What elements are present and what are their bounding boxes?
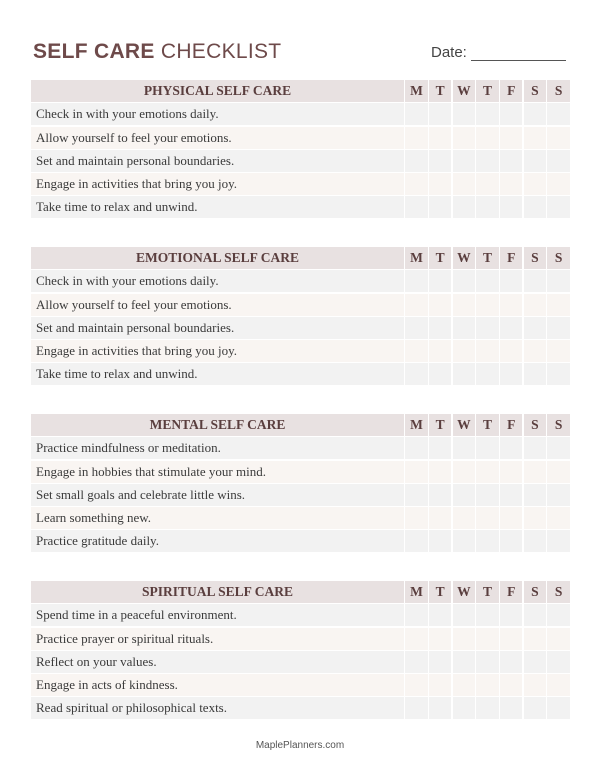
table-row xyxy=(31,270,569,292)
day-checkbox[interactable] xyxy=(429,196,451,218)
day-checkbox[interactable] xyxy=(476,127,498,149)
title-bold: SELF CARE xyxy=(33,40,155,63)
day-checkbox[interactable] xyxy=(476,363,498,385)
day-header: S xyxy=(524,581,546,603)
day-checkbox[interactable] xyxy=(524,363,546,385)
day-checkbox[interactable] xyxy=(429,363,451,385)
day-checkbox[interactable] xyxy=(524,340,546,362)
day-checkbox[interactable] xyxy=(453,530,475,552)
task-label: Engage in activities that bring you joy. xyxy=(31,340,404,362)
day-checkbox[interactable] xyxy=(524,437,546,459)
day-checkbox[interactable] xyxy=(405,461,427,483)
day-checkbox[interactable] xyxy=(547,317,569,339)
day-checkbox[interactable] xyxy=(405,363,427,385)
task-label: Reflect on your values. xyxy=(31,651,404,673)
day-checkbox[interactable] xyxy=(476,270,498,292)
day-checkbox[interactable] xyxy=(405,697,427,719)
task-label: Set small goals and celebrate little wins. xyxy=(31,484,404,506)
day-checkbox[interactable] xyxy=(547,437,569,459)
table-row xyxy=(31,628,569,650)
task-label: Practice prayer or spiritual rituals. xyxy=(31,628,404,650)
task-label: Set and maintain personal boundaries. xyxy=(31,317,404,339)
day-checkbox[interactable] xyxy=(405,173,427,195)
day-checkbox[interactable] xyxy=(524,507,546,529)
table-row xyxy=(31,294,569,316)
day-checkbox[interactable] xyxy=(547,651,569,673)
day-checkbox[interactable] xyxy=(453,674,475,696)
day-checkbox[interactable] xyxy=(500,340,522,362)
day-checkbox[interactable] xyxy=(500,484,522,506)
day-checkbox[interactable] xyxy=(524,103,546,125)
day-checkbox[interactable] xyxy=(405,150,427,172)
day-checkbox[interactable] xyxy=(405,437,427,459)
day-checkbox[interactable] xyxy=(405,530,427,552)
day-checkbox[interactable] xyxy=(547,196,569,218)
day-checkbox[interactable] xyxy=(547,150,569,172)
day-checkbox[interactable] xyxy=(547,628,569,650)
day-checkbox[interactable] xyxy=(500,507,522,529)
day-checkbox[interactable] xyxy=(429,294,451,316)
section-heading: SPIRITUAL SELF CARE xyxy=(31,581,404,603)
day-header: T xyxy=(429,581,451,603)
day-checkbox[interactable] xyxy=(405,674,427,696)
day-checkbox[interactable] xyxy=(547,340,569,362)
day-checkbox[interactable] xyxy=(476,437,498,459)
day-checkbox[interactable] xyxy=(405,604,427,626)
date-line[interactable] xyxy=(471,46,566,61)
day-checkbox[interactable] xyxy=(524,651,546,673)
task-label: Practice gratitude daily. xyxy=(31,530,404,552)
table-row xyxy=(31,150,569,172)
day-checkbox[interactable] xyxy=(453,173,475,195)
day-checkbox[interactable] xyxy=(429,651,451,673)
day-checkbox[interactable] xyxy=(429,173,451,195)
day-checkbox[interactable] xyxy=(453,628,475,650)
section-header xyxy=(31,247,569,269)
day-checkbox[interactable] xyxy=(500,317,522,339)
day-checkbox[interactable] xyxy=(500,173,522,195)
day-header: S xyxy=(524,247,546,269)
page-title xyxy=(33,40,281,64)
day-header: T xyxy=(476,414,498,436)
day-checkbox[interactable] xyxy=(547,270,569,292)
day-checkbox[interactable] xyxy=(547,507,569,529)
table-row xyxy=(31,507,569,529)
task-label: Allow yourself to feel your emotions. xyxy=(31,294,404,316)
day-checkbox[interactable] xyxy=(405,294,427,316)
day-checkbox[interactable] xyxy=(453,697,475,719)
day-checkbox[interactable] xyxy=(500,363,522,385)
day-checkbox[interactable] xyxy=(476,674,498,696)
day-checkbox[interactable] xyxy=(429,270,451,292)
day-checkbox[interactable] xyxy=(453,317,475,339)
day-checkbox[interactable] xyxy=(453,437,475,459)
table-row xyxy=(31,461,569,483)
day-header: T xyxy=(476,80,498,102)
task-label: Engage in activities that bring you joy. xyxy=(31,173,404,195)
day-checkbox[interactable] xyxy=(476,196,498,218)
day-checkbox[interactable] xyxy=(524,674,546,696)
day-checkbox[interactable] xyxy=(476,604,498,626)
task-label: Check in with your emotions daily. xyxy=(31,103,404,125)
table-row xyxy=(31,484,569,506)
day-header: T xyxy=(476,247,498,269)
day-checkbox[interactable] xyxy=(524,294,546,316)
day-checkbox[interactable] xyxy=(500,530,522,552)
day-checkbox[interactable] xyxy=(429,628,451,650)
day-checkbox[interactable] xyxy=(500,150,522,172)
day-header: F xyxy=(500,414,522,436)
day-checkbox[interactable] xyxy=(429,437,451,459)
day-checkbox[interactable] xyxy=(429,150,451,172)
section-heading: PHYSICAL SELF CARE xyxy=(31,80,404,102)
day-checkbox[interactable] xyxy=(524,697,546,719)
day-checkbox[interactable] xyxy=(429,461,451,483)
day-checkbox[interactable] xyxy=(500,270,522,292)
day-checkbox[interactable] xyxy=(476,628,498,650)
table-row xyxy=(31,697,569,719)
day-checkbox[interactable] xyxy=(453,461,475,483)
day-checkbox[interactable] xyxy=(547,604,569,626)
day-checkbox[interactable] xyxy=(429,674,451,696)
day-header: M xyxy=(405,414,427,436)
section-2 xyxy=(31,414,569,554)
section-0 xyxy=(31,80,569,220)
day-checkbox[interactable] xyxy=(524,461,546,483)
day-checkbox[interactable] xyxy=(547,127,569,149)
day-checkbox[interactable] xyxy=(453,340,475,362)
day-checkbox[interactable] xyxy=(547,530,569,552)
table-row xyxy=(31,127,569,149)
day-checkbox[interactable] xyxy=(476,150,498,172)
day-checkbox[interactable] xyxy=(429,530,451,552)
day-checkbox[interactable] xyxy=(547,173,569,195)
day-header: F xyxy=(500,247,522,269)
day-checkbox[interactable] xyxy=(453,507,475,529)
title-light: CHECKLIST xyxy=(160,40,282,63)
day-checkbox[interactable] xyxy=(405,507,427,529)
day-checkbox[interactable] xyxy=(476,461,498,483)
day-checkbox[interactable] xyxy=(500,294,522,316)
day-checkbox[interactable] xyxy=(453,363,475,385)
section-3 xyxy=(31,581,569,721)
day-checkbox[interactable] xyxy=(476,340,498,362)
table-row xyxy=(31,317,569,339)
day-header: F xyxy=(500,581,522,603)
day-checkbox[interactable] xyxy=(500,674,522,696)
day-header: T xyxy=(429,247,451,269)
day-checkbox[interactable] xyxy=(405,484,427,506)
day-checkbox[interactable] xyxy=(453,103,475,125)
day-checkbox[interactable] xyxy=(429,340,451,362)
day-checkbox[interactable] xyxy=(524,127,546,149)
day-checkbox[interactable] xyxy=(524,484,546,506)
day-checkbox[interactable] xyxy=(405,127,427,149)
day-checkbox[interactable] xyxy=(524,628,546,650)
day-checkbox[interactable] xyxy=(524,150,546,172)
day-checkbox[interactable] xyxy=(547,484,569,506)
day-header: S xyxy=(547,247,569,269)
day-checkbox[interactable] xyxy=(500,437,522,459)
section-header xyxy=(31,80,569,102)
table-row xyxy=(31,103,569,125)
day-header: S xyxy=(547,414,569,436)
day-checkbox[interactable] xyxy=(547,294,569,316)
day-checkbox[interactable] xyxy=(453,604,475,626)
day-checkbox[interactable] xyxy=(500,604,522,626)
day-header: T xyxy=(429,80,451,102)
day-header: S xyxy=(547,80,569,102)
task-label: Read spiritual or philosophical texts. xyxy=(31,697,404,719)
day-checkbox[interactable] xyxy=(429,127,451,149)
day-checkbox[interactable] xyxy=(500,103,522,125)
task-label: Engage in acts of kindness. xyxy=(31,674,404,696)
day-checkbox[interactable] xyxy=(429,604,451,626)
day-checkbox[interactable] xyxy=(524,317,546,339)
day-checkbox[interactable] xyxy=(476,530,498,552)
day-checkbox[interactable] xyxy=(500,697,522,719)
task-label: Allow yourself to feel your emotions. xyxy=(31,127,404,149)
day-checkbox[interactable] xyxy=(453,150,475,172)
day-header: W xyxy=(453,247,475,269)
day-header: T xyxy=(429,414,451,436)
table-row xyxy=(31,173,569,195)
task-label: Set and maintain personal boundaries. xyxy=(31,150,404,172)
day-checkbox[interactable] xyxy=(476,294,498,316)
day-checkbox[interactable] xyxy=(405,196,427,218)
day-header: S xyxy=(524,80,546,102)
day-checkbox[interactable] xyxy=(524,270,546,292)
day-checkbox[interactable] xyxy=(405,628,427,650)
task-label: Practice mindfulness or meditation. xyxy=(31,437,404,459)
table-row xyxy=(31,196,569,218)
day-header: W xyxy=(453,80,475,102)
day-checkbox[interactable] xyxy=(405,317,427,339)
table-row xyxy=(31,674,569,696)
day-checkbox[interactable] xyxy=(429,697,451,719)
day-checkbox[interactable] xyxy=(453,196,475,218)
day-checkbox[interactable] xyxy=(524,196,546,218)
section-heading: EMOTIONAL SELF CARE xyxy=(31,247,404,269)
section-header xyxy=(31,414,569,436)
day-checkbox[interactable] xyxy=(547,461,569,483)
day-checkbox[interactable] xyxy=(524,604,546,626)
day-checkbox[interactable] xyxy=(476,697,498,719)
day-checkbox[interactable] xyxy=(524,173,546,195)
day-checkbox[interactable] xyxy=(547,103,569,125)
task-label: Take time to relax and unwind. xyxy=(31,363,404,385)
task-label: Engage in hobbies that stimulate your mind. xyxy=(31,461,404,483)
day-header: W xyxy=(453,414,475,436)
day-checkbox[interactable] xyxy=(500,461,522,483)
day-checkbox[interactable] xyxy=(429,484,451,506)
day-checkbox[interactable] xyxy=(453,294,475,316)
section-heading: MENTAL SELF CARE xyxy=(31,414,404,436)
day-header: M xyxy=(405,247,427,269)
day-header: W xyxy=(453,581,475,603)
task-label: Check in with your emotions daily. xyxy=(31,270,404,292)
task-label: Learn something new. xyxy=(31,507,404,529)
table-row xyxy=(31,437,569,459)
day-checkbox[interactable] xyxy=(405,651,427,673)
day-checkbox[interactable] xyxy=(429,507,451,529)
day-checkbox[interactable] xyxy=(524,530,546,552)
day-checkbox[interactable] xyxy=(500,127,522,149)
day-checkbox[interactable] xyxy=(476,507,498,529)
table-row xyxy=(31,604,569,626)
footer-brand: MaplePlanners.com xyxy=(255,740,345,751)
day-checkbox[interactable] xyxy=(476,317,498,339)
day-checkbox[interactable] xyxy=(405,103,427,125)
day-checkbox[interactable] xyxy=(476,173,498,195)
day-checkbox[interactable] xyxy=(476,484,498,506)
day-checkbox[interactable] xyxy=(453,270,475,292)
day-checkbox[interactable] xyxy=(547,697,569,719)
day-checkbox[interactable] xyxy=(453,651,475,673)
day-header: S xyxy=(524,414,546,436)
task-label: Spend time in a peaceful environment. xyxy=(31,604,404,626)
day-header: F xyxy=(500,80,522,102)
day-checkbox[interactable] xyxy=(476,103,498,125)
day-header: T xyxy=(476,581,498,603)
day-checkbox[interactable] xyxy=(547,674,569,696)
section-header xyxy=(31,581,569,603)
day-checkbox[interactable] xyxy=(500,651,522,673)
day-checkbox[interactable] xyxy=(405,270,427,292)
table-row xyxy=(31,651,569,673)
day-checkbox[interactable] xyxy=(429,103,451,125)
table-row xyxy=(31,340,569,362)
day-checkbox[interactable] xyxy=(500,628,522,650)
day-header: S xyxy=(547,581,569,603)
day-checkbox[interactable] xyxy=(547,363,569,385)
date-field[interactable] xyxy=(431,44,566,61)
day-header: M xyxy=(405,581,427,603)
day-checkbox[interactable] xyxy=(453,484,475,506)
day-checkbox[interactable] xyxy=(429,317,451,339)
day-checkbox[interactable] xyxy=(476,651,498,673)
day-checkbox[interactable] xyxy=(500,196,522,218)
day-checkbox[interactable] xyxy=(405,340,427,362)
day-checkbox[interactable] xyxy=(453,127,475,149)
day-header: M xyxy=(405,80,427,102)
section-1 xyxy=(31,247,569,387)
task-label: Take time to relax and unwind. xyxy=(31,196,404,218)
table-row xyxy=(31,363,569,385)
date-label: Date: xyxy=(431,44,467,61)
table-row xyxy=(31,530,569,552)
